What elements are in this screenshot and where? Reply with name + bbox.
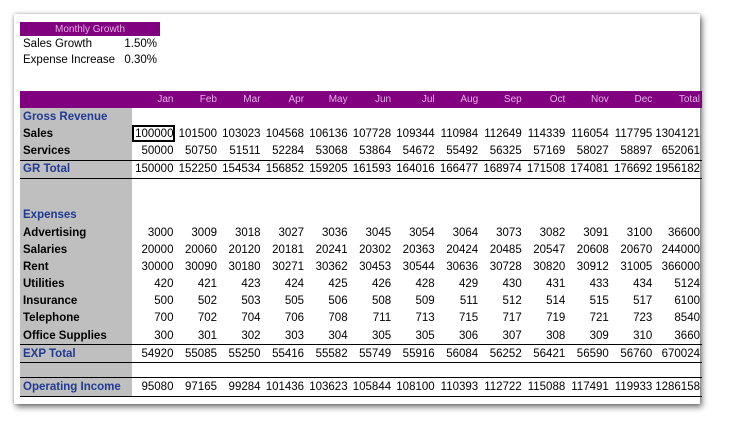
cell[interactable]: 502 [197,295,217,308]
cell[interactable]: 56084 [437,345,481,363]
row-label[interactable] [20,91,132,108]
cell[interactable]: 301 [197,329,217,342]
cell[interactable]: 652061 [661,144,700,157]
cell[interactable]: 103023 [222,127,261,140]
cell[interactable]: 304 [328,329,348,342]
cell[interactable]: 1286158 [654,378,702,397]
cell[interactable]: 715 [459,312,479,325]
cell[interactable]: 517 [633,295,653,308]
cell[interactable]: 152250 [175,160,219,178]
row-label[interactable] [20,178,132,193]
cell[interactable] [350,193,394,207]
cell[interactable]: 50750 [185,144,217,157]
row-label[interactable]: Telephone [20,310,132,327]
row-label[interactable]: Advertising [20,224,132,241]
cell[interactable] [480,363,524,378]
row-label[interactable]: Office Supplies [20,327,132,345]
cell[interactable]: 305 [415,329,435,342]
cell[interactable]: 57169 [533,144,566,157]
row-label[interactable]: Rent [20,258,132,275]
spreadsheet [14,14,700,404]
row-label[interactable]: Salaries [20,241,132,258]
cell[interactable]: 55416 [263,345,307,363]
cell[interactable] [524,363,568,378]
row-label[interactable] [20,193,132,207]
cell[interactable] [437,363,481,378]
cell[interactable] [219,108,263,125]
cell-sales-growth[interactable]: 1.50% [124,38,157,50]
cell[interactable]: 3036 [322,226,348,239]
cell-label[interactable]: Expense Increase [23,54,116,66]
cell[interactable]: 56325 [489,144,522,157]
cell[interactable] [175,108,219,125]
cell[interactable]: 150000 [132,160,176,178]
cell[interactable]: 56252 [480,345,524,363]
cell[interactable]: 302 [241,329,261,342]
cell[interactable]: 36600 [668,226,700,239]
cell[interactable]: 54920 [132,345,176,363]
cell[interactable]: 5124 [674,278,700,291]
cell[interactable]: 3027 [278,226,305,239]
cell[interactable]: 431 [546,278,566,291]
cell[interactable]: 168974 [480,160,524,178]
cell[interactable]: 366000 [661,260,700,273]
cell[interactable]: 723 [633,312,653,325]
cell[interactable] [132,193,176,207]
cell-expense-increase[interactable]: 0.30% [124,54,157,66]
cell[interactable]: 105844 [350,378,394,397]
cell[interactable] [437,207,481,224]
cell[interactable]: 421 [197,278,217,291]
cell[interactable] [611,363,655,378]
cell[interactable]: 53864 [359,144,392,157]
cell[interactable] [175,207,219,224]
cell[interactable]: 116054 [571,127,609,140]
row-sales [20,125,702,142]
cell[interactable]: 711 [372,312,392,325]
cell[interactable]: 20302 [359,243,392,256]
row-label[interactable]: Operating Income [20,378,132,397]
cell[interactable]: 500 [154,295,174,308]
cell[interactable]: 20241 [315,243,348,256]
cell[interactable]: 114339 [527,127,566,140]
cell[interactable]: 112722 [480,378,524,397]
cell[interactable]: May [306,91,350,108]
monthly-growth-header[interactable]: Monthly Growth [20,22,160,36]
row-label[interactable]: Gross Revenue [20,108,132,125]
cell[interactable]: 101436 [263,378,307,397]
cell[interactable]: 101500 [178,127,217,140]
cell[interactable]: 434 [633,278,653,291]
cell[interactable] [263,207,307,224]
cell[interactable]: Oct [524,91,568,108]
cell[interactable]: 55916 [393,345,437,363]
cell[interactable]: 3054 [409,226,435,239]
cell[interactable]: 30728 [489,260,522,273]
cell[interactable]: 20000 [141,243,174,256]
row-office-supplies [20,327,702,345]
cell[interactable]: 430 [502,278,522,291]
cell[interactable]: 30000 [141,260,174,273]
cell[interactable]: 119933 [611,378,655,397]
section-gross-revenue [20,108,702,125]
cell[interactable]: 20424 [446,243,479,256]
cell[interactable]: 30362 [315,260,348,273]
cell[interactable]: 109344 [396,127,435,140]
cell[interactable]: 700 [154,312,174,325]
cell[interactable]: 30636 [446,260,479,273]
cell[interactable]: 174081 [567,160,611,178]
cell[interactable] [350,108,394,125]
cell[interactable]: 30820 [533,260,566,273]
cell[interactable] [654,363,702,378]
row-label[interactable]: Utilities [20,276,132,293]
cell[interactable] [611,178,655,193]
cell[interactable]: 55582 [306,345,350,363]
cell[interactable] [175,193,219,207]
cell[interactable]: 310 [633,329,653,342]
monthly-growth-table [20,22,160,68]
cell[interactable]: Jul [393,91,437,108]
cell[interactable] [393,178,437,193]
cell[interactable]: 420 [154,278,174,291]
cell[interactable] [611,193,655,207]
spacer-row [20,193,702,207]
cell[interactable]: 3018 [234,226,261,239]
cell[interactable]: 58897 [620,144,653,157]
cell[interactable]: Aug [437,91,481,108]
cell[interactable]: 99284 [219,378,263,397]
cell[interactable]: 704 [241,312,261,325]
cell[interactable]: 30912 [576,260,609,273]
cell[interactable] [132,108,176,125]
cell[interactable] [263,193,307,207]
cell[interactable] [654,207,702,224]
cell[interactable] [480,207,524,224]
cell[interactable]: 706 [284,312,305,325]
cell[interactable]: 30090 [185,260,217,273]
cell[interactable]: Nov [567,91,611,108]
cell[interactable]: 505 [284,295,305,308]
cell[interactable]: 117491 [567,378,611,397]
cell[interactable]: 20363 [402,243,435,256]
cell[interactable]: 106136 [309,127,348,140]
cell[interactable]: 708 [328,312,348,325]
cell[interactable]: 670024 [654,345,702,363]
cell[interactable]: 55085 [175,345,219,363]
cell[interactable]: 307 [502,329,522,342]
cell[interactable]: 115088 [524,378,568,397]
cell[interactable]: 58027 [576,144,609,157]
cell[interactable] [524,178,568,193]
cell[interactable]: 56760 [611,345,655,363]
cell[interactable]: 20670 [620,243,653,256]
cell[interactable] [219,207,263,224]
cell[interactable]: 508 [371,295,392,308]
cell[interactable] [219,193,263,207]
cell[interactable] [437,108,481,125]
row-label[interactable]: EXP Total [20,345,132,363]
cell[interactable]: 503 [241,295,261,308]
cell[interactable]: 3091 [583,226,609,239]
cell[interactable]: 511 [459,295,479,308]
cell[interactable] [437,193,481,207]
cell[interactable]: 3009 [191,226,217,239]
row-label[interactable]: Insurance [20,293,132,310]
cell[interactable]: 56421 [524,345,568,363]
cell[interactable] [654,108,702,125]
row-telephone [20,310,702,327]
cell[interactable]: 30453 [359,260,392,273]
cell[interactable]: 3000 [147,226,174,239]
cell[interactable]: 303 [284,329,305,342]
cell[interactable]: 20120 [228,243,261,256]
cell[interactable] [654,178,702,193]
cell[interactable]: 107728 [352,127,392,140]
cell[interactable]: 176692 [611,160,655,178]
cell[interactable] [393,207,437,224]
cell[interactable] [306,193,350,207]
cell[interactable] [480,193,524,207]
cell[interactable]: 30544 [402,260,435,273]
cell[interactable] [219,178,263,193]
row-services [20,142,702,160]
cell[interactable] [437,178,481,193]
cell[interactable]: 97165 [175,378,219,397]
cell[interactable] [480,178,524,193]
cell[interactable]: 20547 [533,243,566,256]
cell[interactable] [263,108,307,125]
cell[interactable]: 244000 [661,243,700,256]
row-gr-total [20,160,702,178]
cell[interactable]: Total [654,91,702,108]
cell[interactable]: Feb [175,91,219,108]
row-label[interactable] [20,363,132,378]
cell[interactable]: 308 [546,329,566,342]
cell[interactable]: 20485 [489,243,522,256]
cell[interactable]: 50000 [141,144,174,157]
cell[interactable] [567,178,611,193]
cell[interactable]: 55492 [446,144,479,157]
cell[interactable]: 424 [284,278,305,291]
cell[interactable]: 1956182 [654,160,702,178]
cell[interactable]: 309 [589,329,609,342]
cell[interactable] [611,207,655,224]
cell[interactable]: 429 [459,278,479,291]
cell[interactable]: 512 [502,295,522,308]
cell[interactable] [175,363,219,378]
cell[interactable]: Apr [263,91,307,108]
budget-table [20,91,702,397]
cell[interactable] [480,108,524,125]
cell[interactable]: 3100 [626,226,653,239]
cell[interactable]: 1304121 [655,127,700,140]
row-label[interactable]: Services [20,142,132,160]
cell[interactable] [524,193,568,207]
cell[interactable] [306,363,350,378]
cell[interactable] [306,207,350,224]
cell[interactable]: 164016 [393,160,437,178]
cell[interactable]: 433 [589,278,609,291]
cell[interactable]: 702 [197,312,217,325]
row-label[interactable]: Sales [20,125,132,142]
cell[interactable]: 515 [589,295,609,308]
section-expenses [20,207,702,224]
cell[interactable] [350,363,394,378]
cell[interactable] [263,178,307,193]
cell[interactable]: 428 [415,278,435,291]
cell[interactable] [654,193,702,207]
cell[interactable] [132,178,176,193]
cell[interactable]: 52284 [272,144,305,157]
cell[interactable]: 51511 [229,144,261,157]
row-insurance [20,293,702,310]
cell[interactable]: 53068 [315,144,348,157]
cell[interactable]: 300 [154,329,174,342]
cell[interactable]: 55749 [350,345,394,363]
cell[interactable]: 8540 [674,312,700,325]
row-salaries [20,241,702,258]
cell[interactable]: 3082 [539,226,566,239]
cell[interactable]: 3660 [674,329,700,342]
cell[interactable] [567,363,611,378]
cell[interactable]: 95080 [132,378,176,397]
cell[interactable] [219,363,263,378]
cell[interactable] [306,178,350,193]
cell[interactable]: 55250 [219,345,263,363]
cell[interactable]: Dec [611,91,655,108]
cell[interactable]: 3073 [496,226,522,239]
cell[interactable]: 305 [371,329,392,342]
cell[interactable]: 721 [589,312,609,325]
cell[interactable] [524,207,568,224]
cell[interactable]: 156852 [263,160,307,178]
cell[interactable]: Mar [219,91,263,108]
cell[interactable] [306,108,350,125]
cell[interactable]: 713 [415,312,435,325]
cell[interactable]: 509 [415,295,435,308]
cell[interactable] [263,363,307,378]
cell[interactable] [524,108,568,125]
header-row-months [20,91,702,108]
cell[interactable]: 103623 [306,378,350,397]
cell[interactable]: 20181 [272,243,305,256]
cell[interactable]: 154534 [219,160,263,178]
cell[interactable]: 159205 [306,160,350,178]
row-advertising [20,224,702,241]
cell[interactable]: 423 [241,278,261,291]
cell[interactable]: 171508 [524,160,568,178]
cell[interactable]: 3064 [452,226,479,239]
spacer-row [20,363,702,378]
cell[interactable]: 117795 [614,127,653,140]
cell[interactable]: 161593 [350,160,394,178]
cell[interactable] [350,207,394,224]
cell[interactable]: 20060 [185,243,217,256]
cell[interactable]: 56590 [567,345,611,363]
cell[interactable]: 30180 [228,260,261,273]
row-exp-total [20,345,702,363]
cell[interactable]: 31005 [620,260,653,273]
cell[interactable]: 426 [371,278,392,291]
row-label[interactable]: GR Total [20,160,132,178]
cell[interactable]: 110393 [437,378,481,397]
cell[interactable]: Jun [350,91,394,108]
cell[interactable]: 6100 [674,295,700,308]
cell[interactable]: 108100 [393,378,437,397]
cell[interactable] [393,193,437,207]
cell-label[interactable]: Sales Growth [23,38,93,50]
cell[interactable]: Sep [480,91,524,108]
cell[interactable]: 104568 [265,127,305,140]
cell[interactable] [567,193,611,207]
cell[interactable] [393,363,437,378]
row-rent [20,258,702,275]
cell[interactable]: 506 [328,295,348,308]
cell[interactable]: 717 [502,312,522,325]
cell[interactable]: 100000 [132,125,176,142]
cell[interactable]: Jan [132,91,176,108]
cell[interactable]: 166477 [437,160,481,178]
cell[interactable]: 719 [546,312,566,325]
row-operating-income [20,378,702,397]
cell[interactable] [567,207,611,224]
cell[interactable] [350,178,394,193]
cell[interactable]: 30271 [272,260,305,273]
cell[interactable]: 20608 [576,243,609,256]
cell[interactable]: 3045 [365,226,392,239]
cell[interactable]: 110984 [440,127,479,140]
cell[interactable]: 514 [546,295,566,308]
row-label[interactable]: Expenses [20,207,132,224]
cell[interactable] [393,108,437,125]
cell[interactable]: 425 [328,278,348,291]
cell[interactable] [175,178,219,193]
cell[interactable]: 306 [459,329,479,342]
cell[interactable] [132,363,176,378]
cell[interactable] [132,207,176,224]
cell[interactable] [611,108,655,125]
cell[interactable]: 54672 [402,144,435,157]
cell[interactable] [567,108,611,125]
row-utilities [20,276,702,293]
spacer-row [20,178,702,193]
cell[interactable]: 112649 [484,127,522,140]
